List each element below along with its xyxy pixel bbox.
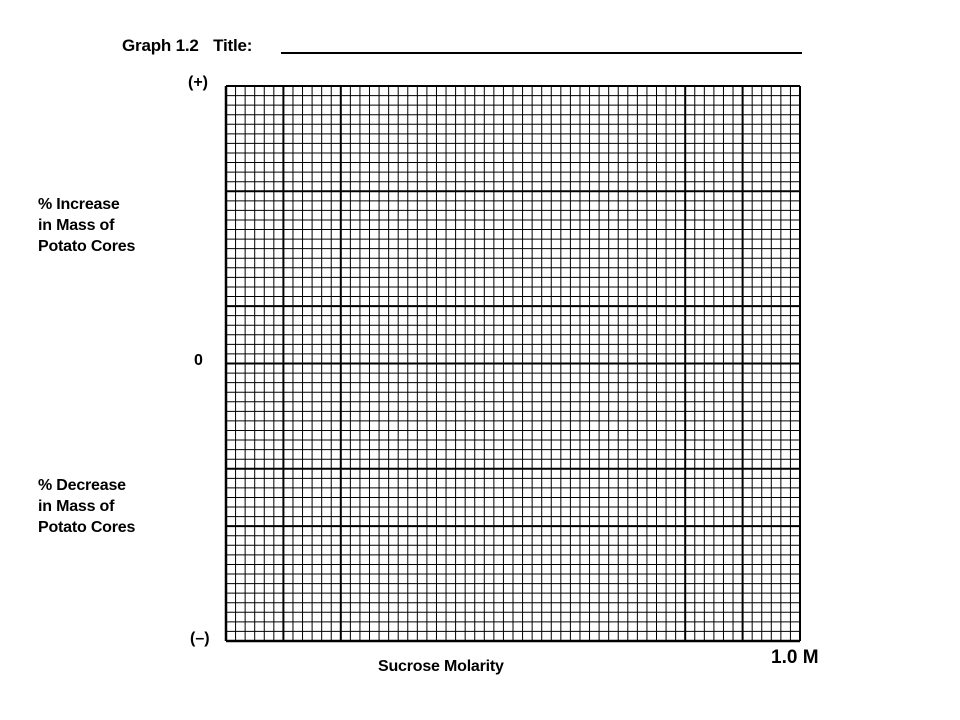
x-axis-end-mark: 1.0 M: [771, 647, 819, 668]
x-axis-label: Sucrose Molarity: [378, 658, 504, 675]
y-axis-increase-line-2: in Mass of: [38, 217, 115, 234]
y-axis-top-mark: (+): [188, 74, 208, 91]
graph-number: Graph 1.2: [122, 36, 199, 55]
y-axis-decrease-line-1: % Decrease: [38, 477, 126, 494]
y-axis-increase-line-1: % Increase: [38, 196, 120, 213]
y-axis-zero-mark: 0: [194, 352, 203, 369]
title-label: Title:: [213, 36, 253, 55]
y-axis-increase-line-3: Potato Cores: [38, 238, 136, 255]
y-axis-bottom-mark: (–): [190, 630, 210, 647]
y-axis-decrease-line-3: Potato Cores: [38, 519, 136, 536]
y-axis-decrease-line-2: in Mass of: [38, 498, 115, 515]
